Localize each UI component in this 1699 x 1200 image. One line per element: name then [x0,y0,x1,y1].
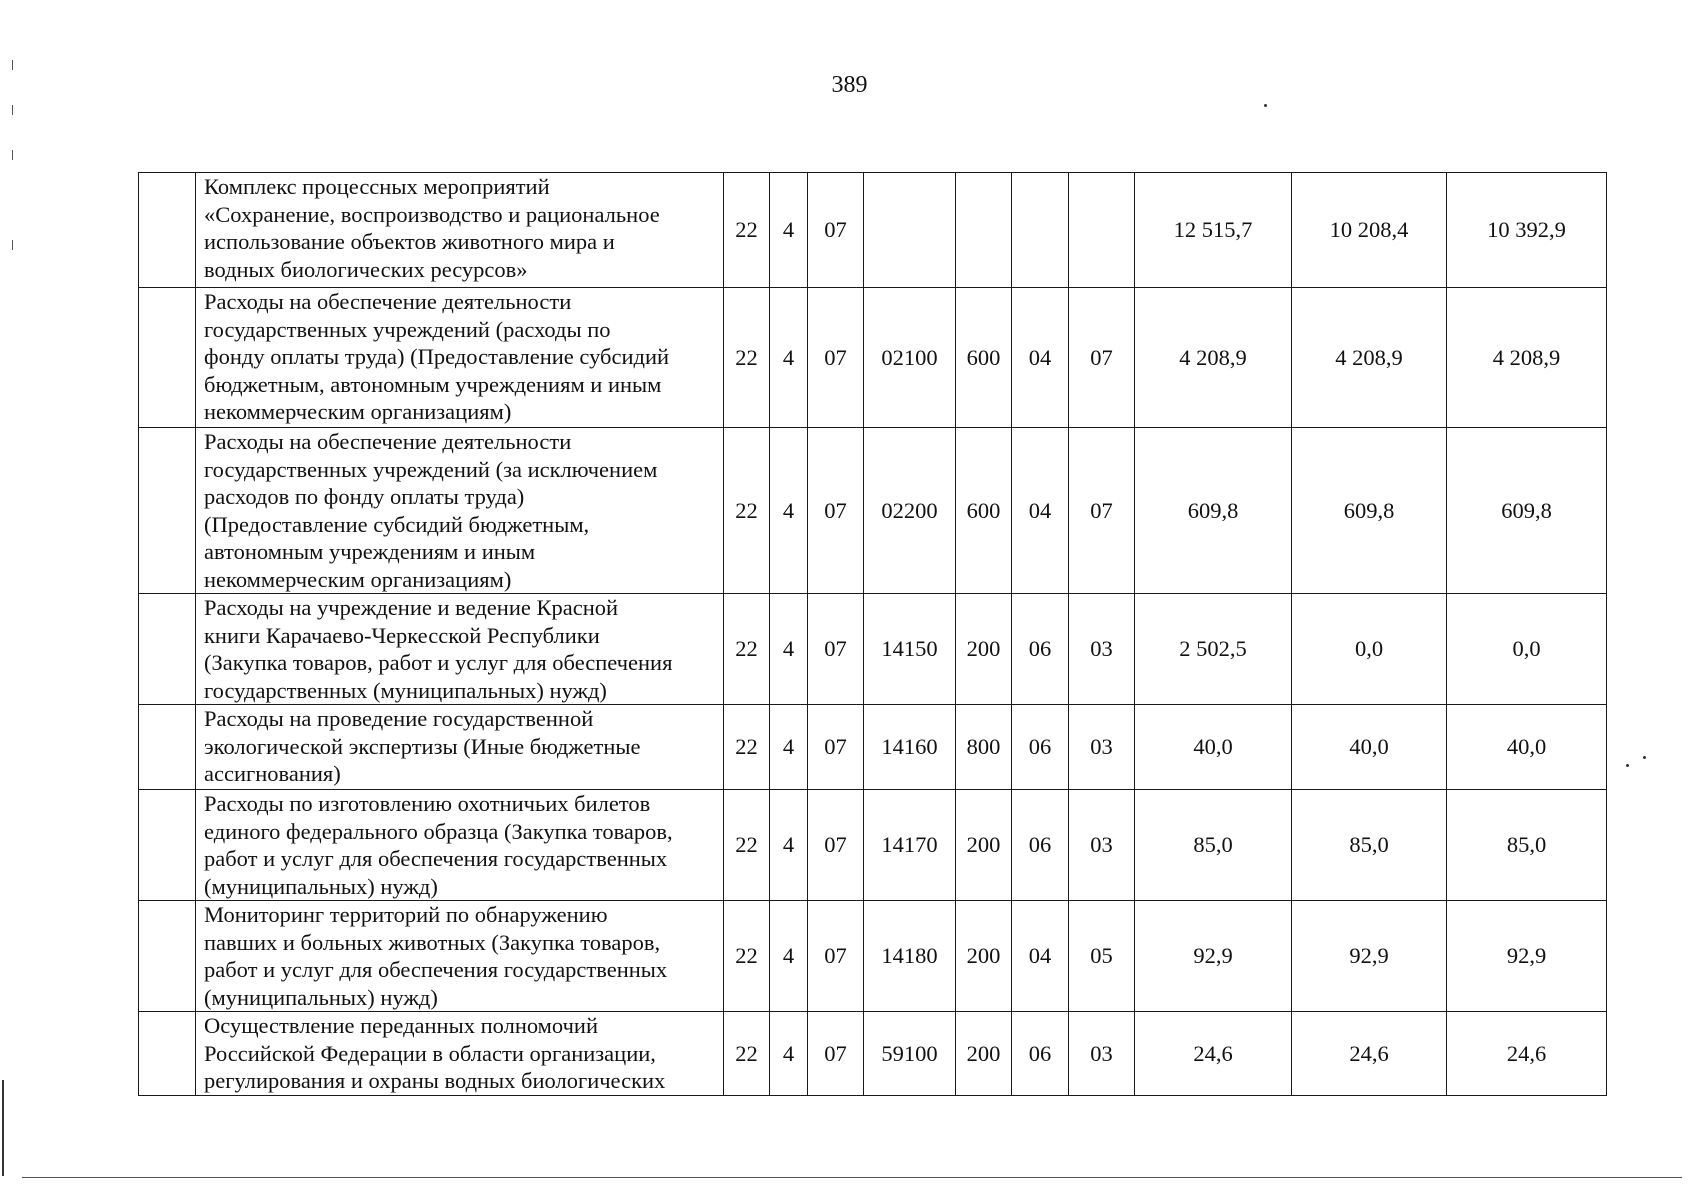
row-index-cell [139,288,196,428]
table-row [139,1012,1607,1096]
description-line: Осуществление переданных полномочий [204,1013,598,1038]
amount-cell-v2: 609,8 [1292,428,1447,594]
amount-cell-v3: 92,9 [1447,901,1607,1012]
description-line: Расходы на обеспечение деятельности [204,429,572,454]
code-cell-c4: 02200 [864,428,956,594]
code-cell-c5 [956,173,1012,288]
code-cell-c6 [1012,173,1069,288]
amount-cell-v3: 24,6 [1447,1012,1607,1096]
budget-table [138,172,1607,1096]
description-cell [196,428,724,594]
description-line: водных биологических ресурсов» [204,256,528,282]
description-line: бюджетным, автономным учреждениям и иным [204,371,662,397]
description-line: экологической экспертизы (Иные бюджетные [204,733,641,759]
code-cell-c1: 22 [724,173,770,288]
amount-cell-v3: 0,0 [1447,594,1607,705]
amount-cell-v2: 0,0 [1292,594,1447,705]
code-cell-c2: 4 [770,790,808,901]
description-line: (муниципальных) нужд) [204,873,438,899]
code-cell-c7: 03 [1069,790,1135,901]
scan-speck [1643,756,1646,759]
page-bottom-rule [22,1177,1682,1178]
code-cell-c1: 22 [724,428,770,594]
amount-cell-v3: 609,8 [1447,428,1607,594]
code-cell-c3: 07 [808,288,864,428]
scan-mark [12,60,13,70]
amount-cell-v3: 10 392,9 [1447,173,1607,288]
amount-cell-v1: 92,9 [1135,901,1292,1012]
table-row [139,594,1607,705]
amount-cell-v1: 2 502,5 [1135,594,1292,705]
amount-cell-v2: 40,0 [1292,705,1447,790]
table-row [139,173,1607,288]
description-line: государственных учреждений (за исключением [204,456,658,482]
description-line: государственных учреждений (расходы по [204,316,611,342]
description-line: автономным учреждениям и иным [204,539,536,564]
description-line: регулирования и охраны водных биологических [204,1068,666,1093]
amount-cell-v2: 92,9 [1292,901,1447,1012]
code-cell-c7 [1069,173,1135,288]
code-cell-c7: 03 [1069,705,1135,790]
description-line: единого федерального образца (Закупка товаров, [204,818,673,844]
amount-cell-v1: 40,0 [1135,705,1292,790]
code-cell-c1: 22 [724,790,770,901]
code-cell-c2: 4 [770,1012,808,1096]
code-cell-c7: 03 [1069,594,1135,705]
description-line: Мониторинг территорий по обнаружению [204,902,608,927]
code-cell-c7: 07 [1069,288,1135,428]
code-cell-c1: 22 [724,288,770,428]
code-cell-c2: 4 [770,173,808,288]
table-row [139,705,1607,790]
code-cell-c5: 800 [956,705,1012,790]
code-cell-c2: 4 [770,288,808,428]
table-row [139,288,1607,428]
code-cell-c3: 07 [808,901,864,1012]
description-line: ассигнования) [204,761,341,786]
description-cell [196,790,724,901]
description-line: Расходы на проведение государственной [204,706,594,731]
amount-cell-v1: 12 515,7 [1135,173,1292,288]
amount-cell-v2: 24,6 [1292,1012,1447,1096]
row-index-cell [139,901,196,1012]
code-cell-c4: 02100 [864,288,956,428]
code-cell-c1: 22 [724,705,770,790]
scan-edge-mark [2,1080,4,1176]
description-line: расходов по фонду оплаты труда) [204,484,525,509]
amount-cell-v2: 85,0 [1292,790,1447,901]
code-cell-c5: 200 [956,901,1012,1012]
table-row [139,428,1607,594]
code-cell-c5: 600 [956,288,1012,428]
code-cell-c1: 22 [724,901,770,1012]
amount-cell-v2: 4 208,9 [1292,288,1447,428]
scan-speck [1626,764,1629,767]
description-line: использование объектов животного мира и [204,229,615,254]
code-cell-c4: 14160 [864,705,956,790]
code-cell-c4: 14150 [864,594,956,705]
code-cell-c4: 14180 [864,901,956,1012]
code-cell-c2: 4 [770,901,808,1012]
code-cell-c2: 4 [770,428,808,594]
code-cell-c6: 06 [1012,705,1069,790]
table-row [139,790,1607,901]
code-cell-c3: 07 [808,1012,864,1096]
amount-cell-v3: 40,0 [1447,705,1607,790]
code-cell-c6: 06 [1012,1012,1069,1096]
table-row [139,901,1607,1012]
code-cell-c3: 07 [808,790,864,901]
row-index-cell [139,1012,196,1096]
code-cell-c5: 600 [956,428,1012,594]
code-cell-c6: 04 [1012,901,1069,1012]
amount-cell-v1: 4 208,9 [1135,288,1292,428]
description-line: государственных (муниципальных) нужд) [204,677,607,703]
code-cell-c3: 07 [808,173,864,288]
description-line: Расходы на учреждение и ведение Красной [204,595,619,620]
description-line: работ и услуг для обеспечения государственных [204,846,668,871]
description-line: некоммерческим организациям) [204,399,512,424]
description-cell [196,705,724,790]
code-cell-c2: 4 [770,705,808,790]
amount-cell-v3: 4 208,9 [1447,288,1607,428]
amount-cell-v2: 10 208,4 [1292,173,1447,288]
code-cell-c1: 22 [724,594,770,705]
scan-mark [12,105,13,115]
description-line: павших и больных животных (Закупка товаров, [204,929,661,955]
description-line: работ и услуг для обеспечения государственных [204,957,668,982]
description-line: «Сохранение, воспроизводство и рациональное [204,201,660,227]
description-line: (Предоставление субсидий бюджетным, [204,511,590,537]
amount-cell-v1: 85,0 [1135,790,1292,901]
description-line: Расходы по изготовлению охотничьих билетов [204,791,651,816]
code-cell-c6: 04 [1012,428,1069,594]
description-line: Комплекс процессных мероприятий [204,174,550,199]
amount-cell-v1: 609,8 [1135,428,1292,594]
description-line: некоммерческим организациям) [204,566,512,592]
row-index-cell [139,594,196,705]
amount-cell-v3: 85,0 [1447,790,1607,901]
code-cell-c5: 200 [956,790,1012,901]
code-cell-c5: 200 [956,1012,1012,1096]
code-cell-c2: 4 [770,594,808,705]
description-line: (Закупка товаров, работ и услуг для обеспечения [204,650,673,675]
code-cell-c5: 200 [956,594,1012,705]
description-line: Расходы на обеспечение деятельности [204,289,572,314]
code-cell-c1: 22 [724,1012,770,1096]
scan-speck [1264,104,1267,107]
description-cell [196,1012,724,1096]
description-line: книги Карачаево-Черкесской Республики [204,622,600,648]
row-index-cell [139,705,196,790]
code-cell-c4 [864,173,956,288]
description-line: Российской Федерации в области организации, [204,1040,656,1066]
code-cell-c3: 07 [808,428,864,594]
row-index-cell [139,173,196,288]
description-cell [196,288,724,428]
code-cell-c6: 06 [1012,594,1069,705]
row-index-cell [139,428,196,594]
description-cell [196,173,724,288]
description-line: (муниципальных) нужд) [204,984,438,1010]
code-cell-c7: 03 [1069,1012,1135,1096]
page-number: 389 [831,72,868,98]
description-cell [196,901,724,1012]
code-cell-c6: 04 [1012,288,1069,428]
code-cell-c7: 07 [1069,428,1135,594]
code-cell-c3: 07 [808,594,864,705]
scan-mark [12,150,13,160]
amount-cell-v1: 24,6 [1135,1012,1292,1096]
row-index-cell [139,790,196,901]
description-line: фонду оплаты труда) (Предоставление субсидий [204,344,670,369]
code-cell-c4: 59100 [864,1012,956,1096]
scan-mark [12,240,13,250]
code-cell-c4: 14170 [864,790,956,901]
code-cell-c7: 05 [1069,901,1135,1012]
code-cell-c6: 06 [1012,790,1069,901]
code-cell-c3: 07 [808,705,864,790]
description-cell [196,594,724,705]
